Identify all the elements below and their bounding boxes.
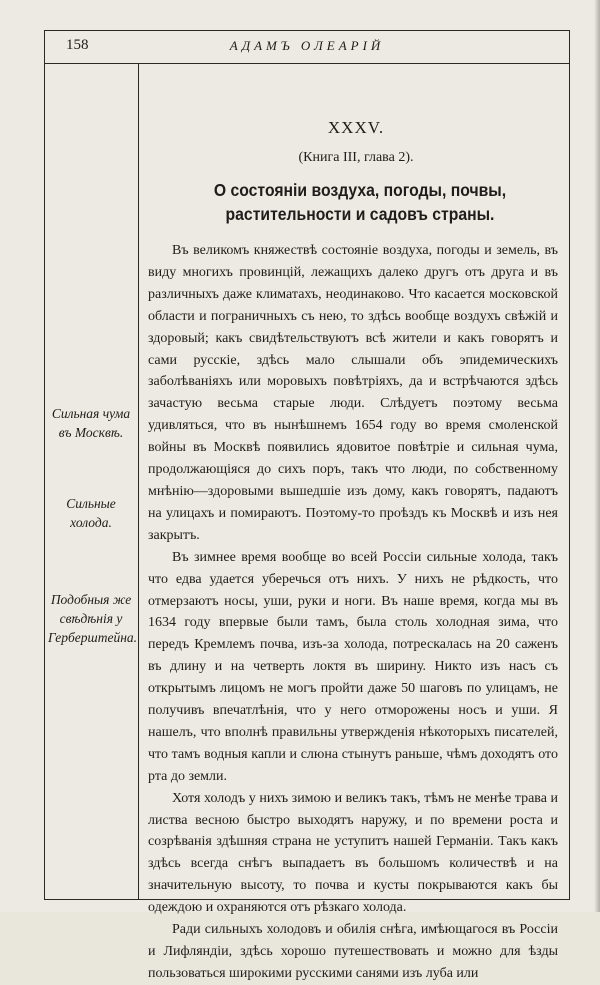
paragraph: Хотя холодъ у нихъ зимою и великъ такъ, тѣмъ не менѣе трава и листва весною быстро выходятъ наружу, и по времени роста и созрѣванія здѣшняя страна не уступитъ нашей Германіи. Такъ какъ здѣсь всегда снѣгъ выпадаетъ въ большомъ количествѣ и на значительную высоту, то почва и кусты покрываются какъ бы одеждою и охраняются отъ рѣзкаго холода. <box>148 790 558 916</box>
running-title: АДАМЪ ОЛЕАРІЙ <box>229 38 385 53</box>
page-header <box>44 30 570 64</box>
margin-note-herberstein: Подобныя же свѣдѣнія у Герберштейна. <box>48 592 138 645</box>
margin-divider <box>138 64 139 900</box>
chapter-reference: (Книга III, глава 2). <box>298 150 414 165</box>
chapter-title: О состояніи воздуха, погоды, почвы, растительности и садовъ страны. <box>213 180 507 224</box>
page-edge-shadow <box>594 0 600 912</box>
page-number: 158 <box>66 37 89 53</box>
chapter-number: XXXV. <box>327 118 385 137</box>
paragraph: Въ зимнее время вообще во всей Россіи сильные холода, такъ что едва удается уберечься отъ нихъ. У нихъ не рѣдкость, что отмерзаютъ носы, уши, руки и ноги. Въ наше время, когда мы въ 1634 году впервые были тамъ, была столь холодная зима, что передъ Кремлемъ почва, изъ-за холода, потрескалась на 20 саженъ въ длину и на четверть локтя въ ширину. Никто изъ насъ съ открытымъ лицомъ не могъ пройти даже 50 шаговъ по улицамъ, не получивъ впечатлѣнія, что у него отморожены носъ и уши. Я нашелъ, что вполнѣ правильны утвержденія нѣкоторыхъ писателей, что тамъ водныя капли и слюна стынутъ раньше, чѣмъ доходятъ ото рта до земли. <box>148 549 558 784</box>
body-text <box>148 240 558 985</box>
margin-note-plague: Сильная чума въ Москвѣ. <box>51 406 131 440</box>
margin-note-cold: Сильные холода. <box>66 496 116 530</box>
paragraph: Ради сильныхъ холодовъ и обилія снѣга, имѣющагося въ Россіи и Лифляндіи, здѣсь хорошо путешествовать и можно для ѣзды пользоваться широкими русскими санями изъ луба или <box>148 922 558 981</box>
paragraph: Въ великомъ княжествѣ состояніе воздуха, погоды и земель, въ виду многихъ провинцій, лежащихъ далеко другъ отъ друга и въ различныхъ даже климатахъ, неодинаково. Что касается московской области и пограничныхъ съ нею, то здѣсь вообще воздухъ свѣжій и здоровый; какъ свидѣтельствуютъ всѣ жители и какъ говорятъ и сами русскіе, здѣсь мало слышали объ эпидемическихъ заболѣваніяхъ или моровыхъ повѣтріяхъ, да и встрѣчаются здѣсь зачастую весьма старые люди. Слѣдуетъ поэтому весьма удивляться, что въ нынѣшнемъ 1654 году во время смоленской войны въ Москвѣ появились ядовитое повѣтріе и сильная чума, продолжающіяся до сихъ поръ, такъ что люди, по собственному мнѣнію—здоровыми вышедшіе изъ дому, какъ говорятъ, падаютъ на улицахъ и помираютъ. Поэтому-то проѣздъ къ Москвѣ и изъ нея закрытъ. <box>148 243 558 543</box>
